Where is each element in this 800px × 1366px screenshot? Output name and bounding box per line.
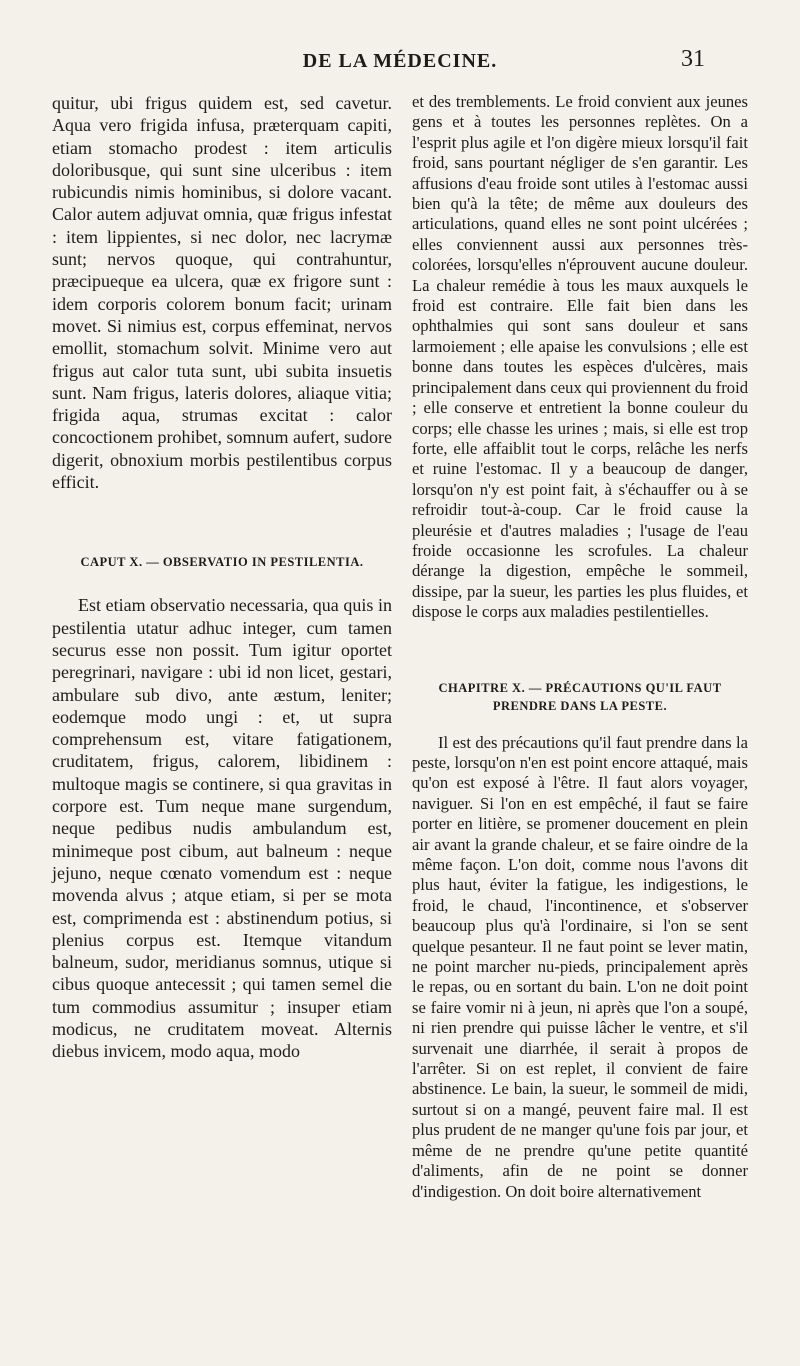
latin-chapter-heading: CAPUT X. — OBSERVATIO IN PESTILENTIA. (80, 555, 364, 570)
french-heading-line-2: PRENDRE DANS LA PESTE. (492, 698, 668, 713)
running-title: DE LA MÉDECINE. (302, 50, 498, 72)
latin-paragraph-2: Est etiam observatio necessaria, qua quis in pestilentia utatur adhuc integer, cum tamen securus esse non possit. Tum igitur oportet peregrinari, navigare : ubi id non licet, gestari, ambulare sub divo, ante æstum, leniter; eodemque modo ungi : et, ut supra comprehensum est, vitare fatigationem, cruditatem, frigus, calorem, libidinem : multoque magis se continere, si qua gravitas in corpore est. Tum neque mane surgendum, neque pedibus nudis ambulandum est, minimeque post cibum, aut balneum : neque jejuno, neque cœnato vomendum est : neque movenda alvus ; atque etiam, si per se mota est, comprimenda est : abstinendum potius, si plenius corpus est. Itemque vitandum balneum, sudor, meridianus somnus, utique si cibus quoque antecessit ; qui tamen semel die tum commodius assumitur ; insuper etiam modicus, ne cruditatem moveat. Alternis diebus invicem, modo aqua, modo (52, 595, 392, 1062)
page-number: 31 (681, 46, 705, 72)
latin-column (52, 92, 392, 1063)
french-paragraph-1: et des tremblements. Le froid convient aux jeunes gens et à toutes les personnes replètes. On a l'esprit plus agile et l'on digère mieux lorsqu'il fait froid, sans pourtant négliger de s'en garantir. Les affusions d'eau froide sont utiles à l'estomac aussi bien qu'à la tête; de même aux douleurs des articulations, quand elles ne sont point ulcérées ; elles conviennent aussi aux personnes très-colorées, lorsqu'elles n'éprouvent aucune douleur. La chaleur remédie à tous les maux auxquels le froid est contraire. Elle fait bien dans les ophthalmies qui sont sans douleur et sans larmoiement ; elle apaise les convulsions ; elle est bonne dans toutes les espèces d'ulcères, mais principalement dans ceux qui proviennent du froid ; elle conserve et entretient la bonne couleur du corps; elle chasse les urines ; mais, si elle est trop forte, elle affaiblit tout le corps, relâche les nerfs et ruine l'estomac. Il y a beaucoup de danger, lorsqu'on n'y est point fait, à s'échauffer ou à se refroidir tout-à-coup. Car le froid cause la pleurésie et d'autres maladies ; l'usage de l'eau froide occasionne les scrofules. La chaleur dérange la digestion, empêche le sommeil, dissipe, par la sueur, les parties les plus fluides, et dispose le corps aux maladies pestilentielles. (412, 92, 748, 622)
french-heading-line-1: CHAPITRE X. — PRÉCAUTIONS QU'IL FAUT (438, 680, 722, 695)
french-paragraph-2: Il est des précautions qu'il faut prendre dans la peste, lorsqu'on n'en est point encore attaqué, mais qu'on est exposé à l'être. Il faut alors voyager, naviguer. Si l'on en est empêché, il faut se faire porter en litière, se promener doucement en plein air avant la grande chaleur, et se faire oindre de la même façon. L'on doit, comme nous l'avons dit plus haut, éviter la fatigue, les indigestions, le froid, le chaud, l'incontinence, et s'observer beaucoup plus qu'à l'ordinaire, si l'on se sent quelque pesanteur. Il ne faut point se lever matin, ne point marcher nu-pieds, principalement après le repas, ou en sortant du bain. L'on ne doit point se faire vomir ni à jeun, ni après que l'on a soupé, ni rien prendre qui puisse lâcher le ventre, et s'il survenait une diarrhée, il serait à propos de l'arrêter. Si on est replet, il convient de faire abstinence. Le bain, la sueur, le sommeil de midi, surtout si on a mangé, peuvent faire mal. Il est plus prudent de ne manger qu'une fois par jour, et même de ne prendre qu'une petite quantité d'aliments, afin de ne point se donner d'indigestion. On doit boire alternativement (412, 732, 748, 1201)
latin-paragraph-1: quitur, ubi frigus quidem est, sed cavetur. Aqua vero frigida infusa, præterquam capiti, etiam stomacho prodest : item articulis doloribusque, qui sunt sine ulceribus : item rubicundis nimis hominibus, si dolore vacant. Calor autem adjuvat omnia, quæ frigus infestat : item lippientes, si nec dolor, nec lacrymæ sunt; nervos quoque, qui contrahuntur, præcipueque ea ulcera, quæ ex frigore sunt : idem corporis colorem bonum facit; urinam movet. Si nimius est, corpus effeminat, nervos emollit, stomachum solvit. Minime vero aut frigus aut calor tuta sunt, ubi subita insuetis sunt. Nam frigus, lateris dolores, aliaque vitia; frigida aqua, strumas excitat : calor concoctionem prohibet, somnum aufert, sudore digerit, obnoxium morbis pestilentibus corpus efficit. (52, 93, 392, 493)
page-header (0, 46, 800, 80)
french-chapter-heading (412, 679, 748, 715)
french-column (412, 92, 748, 1202)
